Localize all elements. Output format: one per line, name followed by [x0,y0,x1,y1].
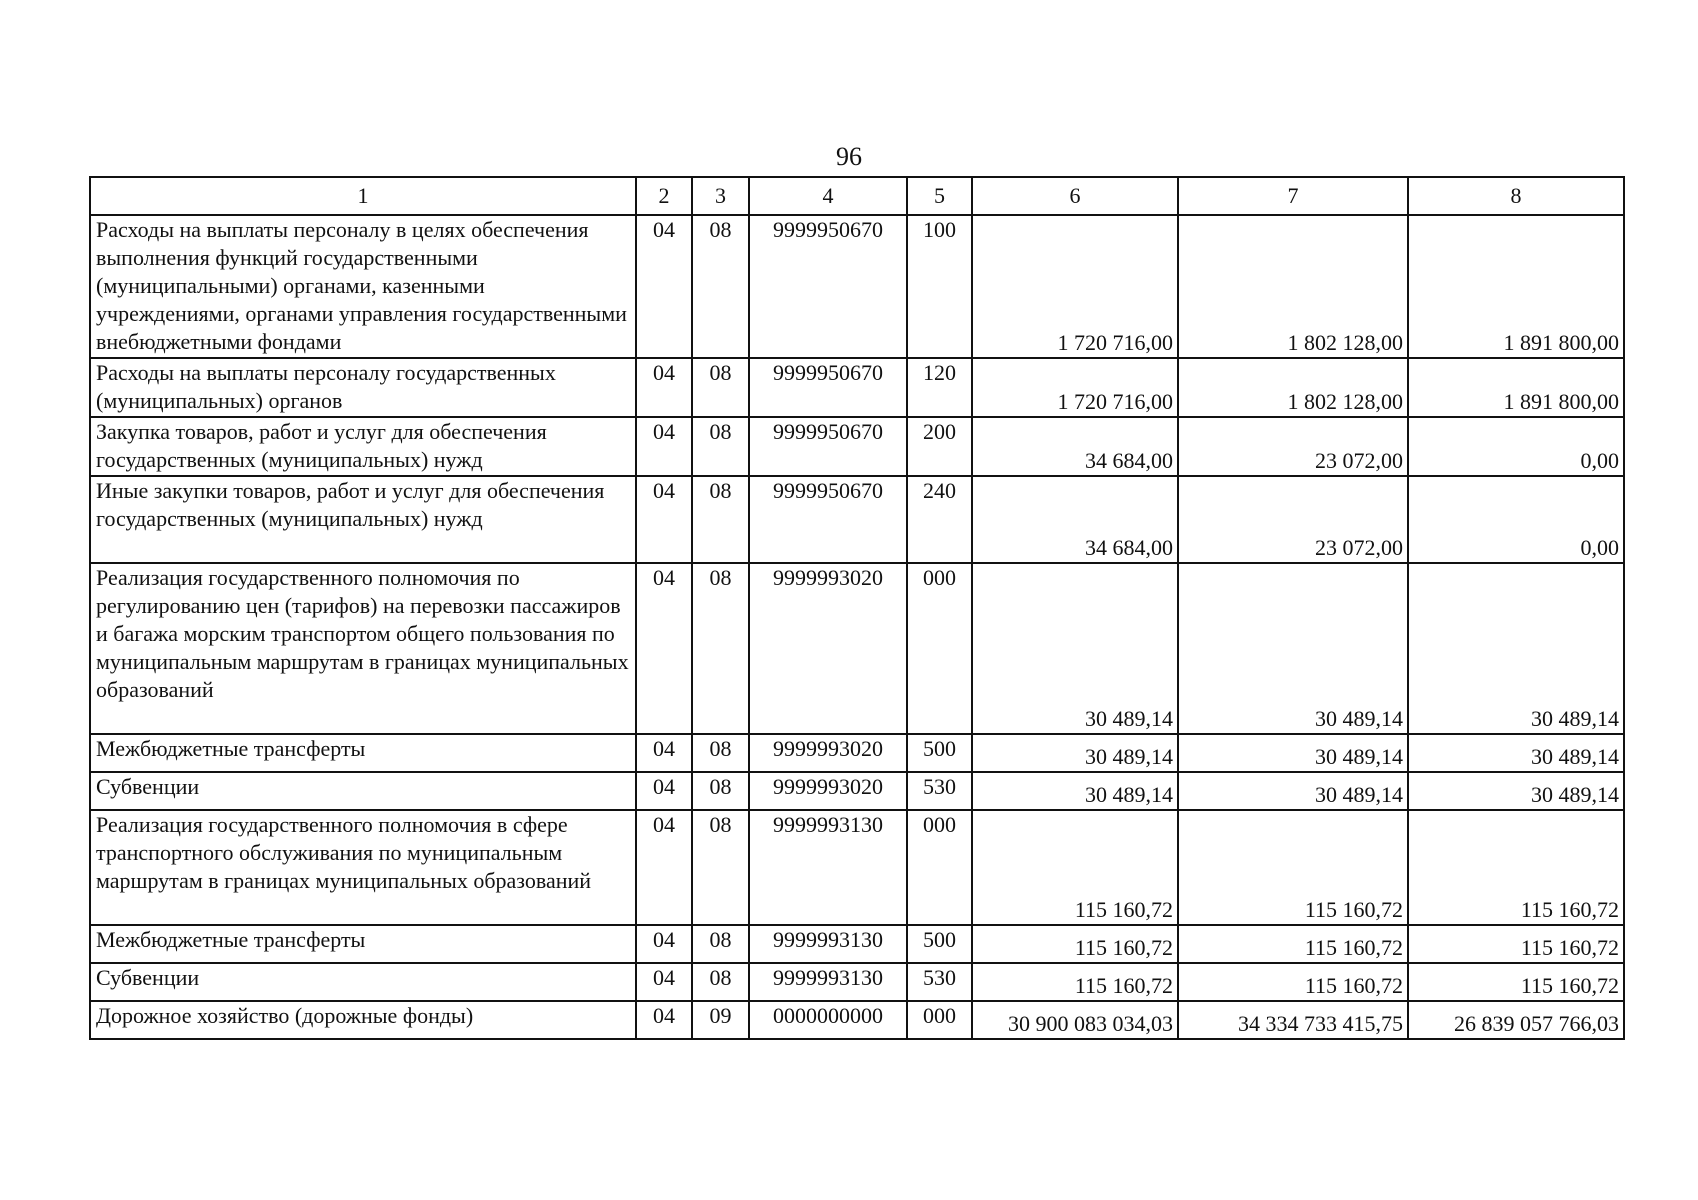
row-subsection: 09 [692,1001,749,1039]
row-amount-year1: 30 489,14 [972,772,1178,810]
row-amount-year3: 30 489,14 [1408,563,1624,734]
column-header: 2 [636,177,692,215]
row-target: 9999950670 [749,476,907,563]
table-row [90,810,1624,925]
row-target: 9999993020 [749,563,907,734]
column-header: 1 [90,177,636,215]
column-header: 4 [749,177,907,215]
row-target: 9999950670 [749,417,907,476]
table-row [90,1001,1624,1039]
row-name: Реализация государственного полномочия по регулированию цен (тарифов) на перевозки пассажиров и багажа морским транспортом общего пользования по муниципальным маршрутам в границах муниципальных образований [90,563,636,734]
row-name: Межбюджетные трансферты [90,925,636,963]
row-name: Дорожное хозяйство (дорожные фонды) [90,1001,636,1039]
row-amount-year3: 115 160,72 [1408,925,1624,963]
row-type: 120 [907,358,972,417]
row-name: Межбюджетные трансферты [90,734,636,772]
row-subsection: 08 [692,215,749,358]
row-amount-year2: 30 489,14 [1178,772,1408,810]
row-section: 04 [636,810,692,925]
column-header: 3 [692,177,749,215]
row-target: 9999993020 [749,734,907,772]
row-name: Расходы на выплаты персоналу в целях обеспечения выполнения функций государственными (муниципальными) органами, казенными учреждениями, органами управления государственными внебюджетными фондами [90,215,636,358]
row-target: 9999993020 [749,772,907,810]
row-type: 500 [907,734,972,772]
row-section: 04 [636,476,692,563]
row-amount-year2: 30 489,14 [1178,734,1408,772]
row-target: 9999993130 [749,963,907,1001]
page-number: 96 [836,142,862,171]
row-amount-year2: 115 160,72 [1178,810,1408,925]
row-amount-year1: 34 684,00 [972,417,1178,476]
column-header: 8 [1408,177,1624,215]
row-target: 9999993130 [749,925,907,963]
table-row [90,925,1624,963]
row-amount-year1: 115 160,72 [972,963,1178,1001]
table-row [90,215,1624,358]
row-amount-year3: 0,00 [1408,417,1624,476]
row-type: 530 [907,772,972,810]
row-type: 000 [907,1001,972,1039]
row-name: Субвенции [90,772,636,810]
row-subsection: 08 [692,772,749,810]
row-amount-year2: 23 072,00 [1178,417,1408,476]
row-target: 9999993130 [749,810,907,925]
row-target: 9999950670 [749,358,907,417]
budget-table [89,176,1625,1040]
row-subsection: 08 [692,358,749,417]
row-type: 100 [907,215,972,358]
row-amount-year2: 1 802 128,00 [1178,358,1408,417]
row-section: 04 [636,1001,692,1039]
row-section: 04 [636,358,692,417]
table-row [90,476,1624,563]
column-header: 5 [907,177,972,215]
column-header: 7 [1178,177,1408,215]
row-section: 04 [636,563,692,734]
row-subsection: 08 [692,563,749,734]
row-amount-year3: 115 160,72 [1408,963,1624,1001]
row-amount-year2: 115 160,72 [1178,925,1408,963]
row-amount-year1: 1 720 716,00 [972,215,1178,358]
row-subsection: 08 [692,810,749,925]
row-section: 04 [636,772,692,810]
row-type: 000 [907,810,972,925]
row-amount-year2: 34 334 733 415,75 [1178,1001,1408,1039]
row-amount-year3: 1 891 800,00 [1408,215,1624,358]
row-amount-year2: 23 072,00 [1178,476,1408,563]
table-row [90,358,1624,417]
row-name: Иные закупки товаров, работ и услуг для обеспечения государственных (муниципальных) нужд [90,476,636,563]
column-header: 6 [972,177,1178,215]
row-type: 000 [907,563,972,734]
row-name: Расходы на выплаты персоналу государственных (муниципальных) органов [90,358,636,417]
row-amount-year1: 30 489,14 [972,563,1178,734]
row-section: 04 [636,734,692,772]
row-target: 0000000000 [749,1001,907,1039]
row-amount-year3: 26 839 057 766,03 [1408,1001,1624,1039]
row-type: 200 [907,417,972,476]
row-section: 04 [636,417,692,476]
row-amount-year1: 34 684,00 [972,476,1178,563]
row-amount-year1: 1 720 716,00 [972,358,1178,417]
row-section: 04 [636,925,692,963]
table-row [90,734,1624,772]
row-amount-year3: 30 489,14 [1408,734,1624,772]
row-subsection: 08 [692,734,749,772]
row-subsection: 08 [692,925,749,963]
table-header-row [90,177,1624,215]
row-amount-year3: 115 160,72 [1408,810,1624,925]
row-name: Закупка товаров, работ и услуг для обеспечения государственных (муниципальных) нужд [90,417,636,476]
row-amount-year3: 1 891 800,00 [1408,358,1624,417]
row-subsection: 08 [692,417,749,476]
row-name: Реализация государственного полномочия в сфере транспортного обслуживания по муниципальным маршрутам в границах муниципальных образований [90,810,636,925]
row-amount-year3: 30 489,14 [1408,772,1624,810]
row-amount-year1: 115 160,72 [972,810,1178,925]
row-subsection: 08 [692,963,749,1001]
row-amount-year2: 1 802 128,00 [1178,215,1408,358]
row-type: 240 [907,476,972,563]
row-amount-year1: 115 160,72 [972,925,1178,963]
row-amount-year1: 30 489,14 [972,734,1178,772]
row-target: 9999950670 [749,215,907,358]
row-type: 530 [907,963,972,1001]
row-amount-year3: 0,00 [1408,476,1624,563]
row-amount-year1: 30 900 083 034,03 [972,1001,1178,1039]
row-amount-year2: 115 160,72 [1178,963,1408,1001]
table-row [90,963,1624,1001]
table-row [90,772,1624,810]
row-name: Субвенции [90,963,636,1001]
row-amount-year2: 30 489,14 [1178,563,1408,734]
row-type: 500 [907,925,972,963]
row-subsection: 08 [692,476,749,563]
table-row [90,417,1624,476]
row-section: 04 [636,215,692,358]
table-row [90,563,1624,734]
row-section: 04 [636,963,692,1001]
